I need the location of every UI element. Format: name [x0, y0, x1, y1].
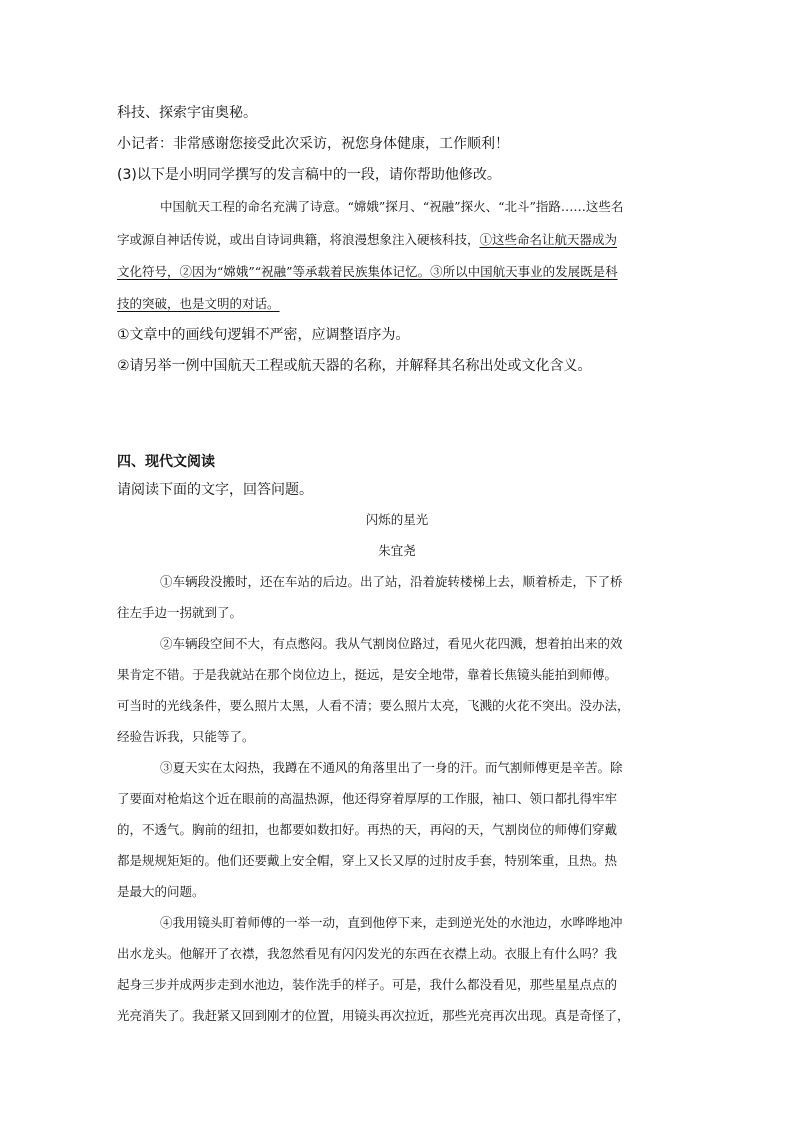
passage-text: 字或源自神话传说，或出自诗词典籍，将浪漫想象注入硬核科技，	[117, 232, 480, 247]
sub-question: ②请另举一例中国航天工程或航天器的名称，并解释其名称出处或文化含义。	[117, 358, 592, 374]
paragraph-line: 的，不透气。胸前的纽扣，也都要如数扣好。再热的天，再闷的天，气割岗位的师傅们穿戴	[117, 822, 618, 837]
paragraph-line: 都是规规矩矩的。他们还要戴上安全帽，穿上又长又厚的过肘皮手套，特别笨重，且热。热	[117, 853, 618, 868]
paragraph-line: 果肯定不错。于是我就站在那个岗位边上，挺远，是安全地带，靠着长焦镜头能拍到师傅。	[117, 667, 618, 682]
paragraph-line: 起身三步并成两步走到水池边，装作洗手的样子。可是，我什么都没看见，那些星星点点的	[117, 977, 618, 992]
underlined-sentence: 文化符号，②因为“嫦娥”“祝融”等承载着民族集体记忆。③所以中国航天事业的发展既是科	[117, 264, 618, 279]
paragraph-line: ③夏天实在太闷热，我蹲在不通风的角落里出了一身的汗。而气割师傅更是辛苦。除	[160, 760, 623, 775]
section-heading: 四、现代文阅读	[117, 454, 215, 470]
paragraph-line: 了要面对枪焰这个近在眼前的高温热源，他还得穿着厚厚的工作服，袖口、领口都扎得牢牢	[117, 791, 618, 806]
question-prompt: (3)以下是小明同学撰写的发言稿中的一段，请你帮助他修改。	[117, 167, 501, 183]
paragraph-line: 经验告诉我，只能等了。	[117, 729, 255, 744]
paragraph-line: ①车辆段没搬时，还在车站的后边。出了站，沿着旋转楼梯上去，顺着桥走，下了桥	[160, 574, 623, 589]
article-author: 朱宜尧	[378, 543, 416, 558]
paragraph-line: 可当时的光线条件，要么照片太黑，人看不清；要么照片太亮，飞溅的火花不突出。没办法，	[117, 698, 630, 713]
paragraph-line: 是最大的问题。	[117, 884, 205, 899]
underlined-sentence: 技的突破，也是文明的对话。	[117, 296, 280, 311]
text-line: 科技、探索宇宙奥秘。	[117, 105, 257, 121]
passage-line	[117, 230, 617, 250]
instruction-text: 请阅读下面的文字，回答问题。	[117, 482, 313, 498]
article-title: 闪烁的星光	[365, 512, 429, 527]
sub-question: ①文章中的画线句逻辑不严密，应调整语序为。	[117, 327, 410, 343]
paragraph-line: 往左手边一拐就到了。	[117, 605, 243, 620]
paragraph-line: 光亮消失了。我赶紧又回到刚才的位置，用镜头再次拉近，那些光亮再次出现。真是奇怪了，	[117, 1008, 630, 1023]
paragraph-line: ②车辆段空间不大，有点憋闷。我从气割岗位路过，看见火花四溅，想着拍出来的效	[160, 636, 623, 651]
underlined-sentence: ①这些命名让航天器成为	[479, 232, 618, 247]
paragraph-line: 出水龙头。他解开了衣襟，我忽然看见有闪闪发光的东西在衣襟上动。衣服上有什么吗？我	[117, 946, 618, 961]
paragraph-line: ④我用镜头盯着师傅的一举一动，直到他停下来，走到逆光处的水池边，水哗哗地冲	[160, 915, 623, 930]
passage-line: 中国航天工程的命名充满了诗意。“嫦娥”探月、“祝融”探火、“北斗”指路……这些名	[160, 199, 624, 214]
text-line: 小记者：非常感谢您接受此次采访，祝您身体健康，工作顺利！	[117, 136, 509, 152]
